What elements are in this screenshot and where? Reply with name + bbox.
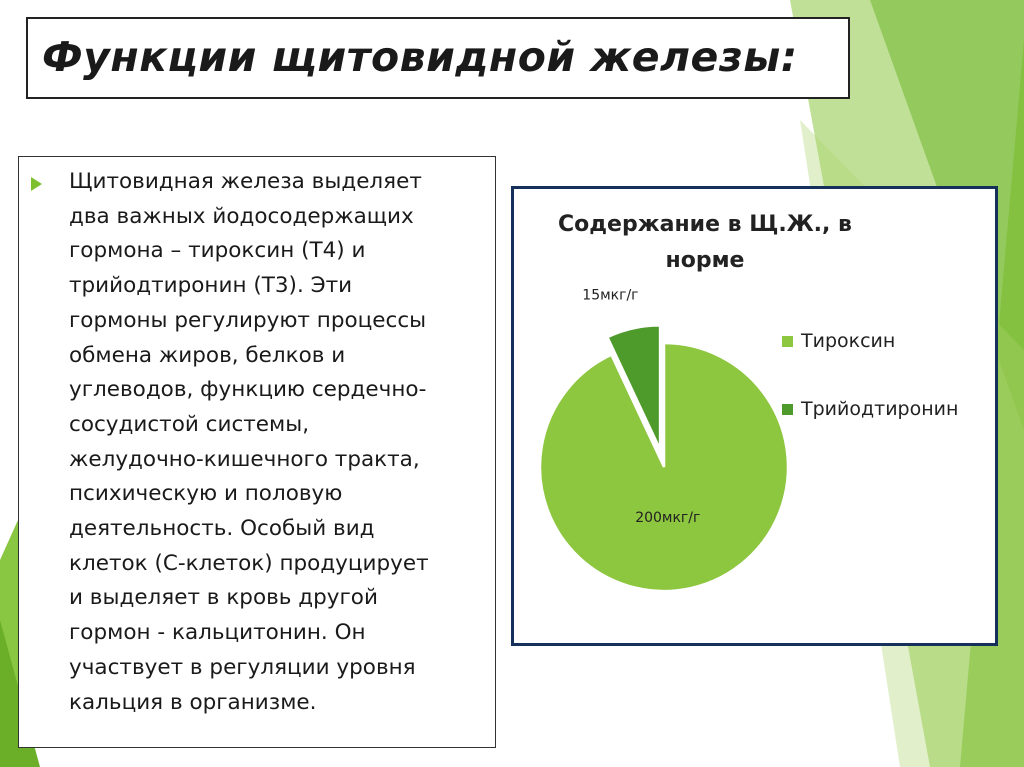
legend-swatch: [782, 404, 793, 415]
body-line: гормоны регулируют процессы: [69, 307, 427, 333]
body-line: Щитовидная железа выделяет: [69, 169, 422, 194]
body-line: участвует в регуляции уровня: [69, 654, 416, 680]
body-line: сосудистой системы,: [69, 411, 310, 437]
body-line: и выделяет в кровь другой: [69, 585, 378, 611]
text-box: [18, 156, 496, 748]
triangle-bullet-icon: [31, 177, 42, 191]
pie-chart: [511, 186, 998, 646]
title-box: [26, 17, 850, 99]
body-line: обмена жиров, белков и: [69, 342, 346, 368]
data-label: 200мкг/г: [635, 509, 701, 526]
body-line: психическую и половую: [69, 481, 343, 507]
chart-title: норме: [665, 248, 745, 273]
body-line: деятельность. Особый вид: [69, 516, 375, 542]
body-line: углеводов, функцию сердечно-: [69, 377, 427, 403]
pie-slice: [540, 343, 788, 591]
pie-chart-svg: [514, 189, 995, 643]
body-line: клеток (С-клеток) продуцирует: [69, 550, 429, 576]
legend-entry: Тироксин: [801, 330, 896, 352]
body-line: кальция в организме.: [69, 689, 317, 715]
body-line: два важных йодосодержащих: [69, 203, 414, 229]
body-paragraph: [69, 165, 489, 720]
legend-swatch: [782, 336, 793, 347]
data-label: 15мкг/г: [582, 287, 639, 304]
body-line: гормон - кальцитонин. Он: [69, 620, 366, 646]
body-line: гормона – тироксин (Т4) и: [69, 238, 366, 264]
slide-title: Функции щитовидной железы:: [42, 33, 798, 81]
chart-title: Содержание в Щ.Ж., в: [558, 212, 852, 237]
body-line: желудочно-кишечного тракта,: [69, 446, 420, 472]
body-line: трийодтиронин (Т3). Эти: [69, 273, 353, 299]
legend-entry: Трийодтиронин: [801, 398, 959, 420]
